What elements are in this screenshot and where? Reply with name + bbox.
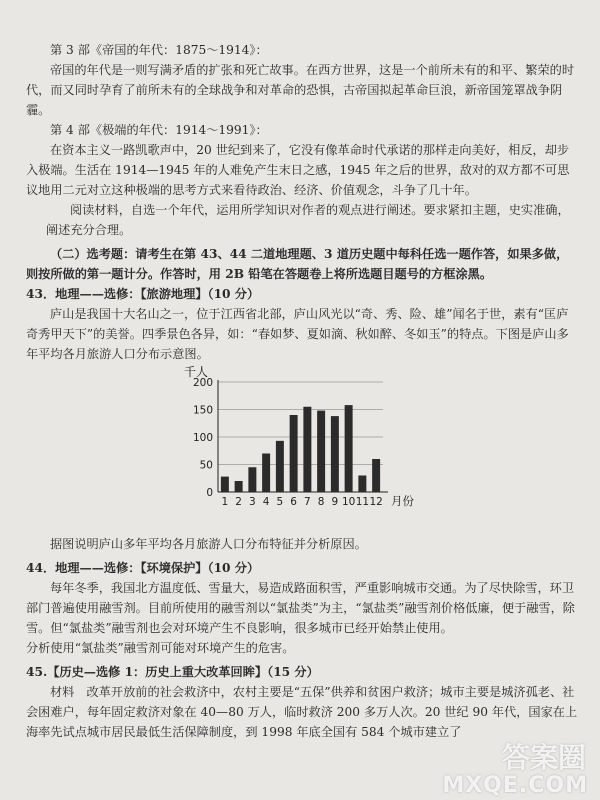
x-tick-label: 5 [276, 496, 284, 508]
y-tick-label: 50 [199, 459, 213, 472]
x-tick-label: 11 [355, 496, 370, 508]
watermark-logo-text: 答案圈 [501, 741, 586, 774]
part4-heading: 第 4 部《极端的年代：1914～1991》： [50, 123, 268, 137]
bar-month-9 [331, 416, 339, 492]
x-tick-label: 10 [341, 496, 356, 508]
y-tick-label: 150 [192, 404, 213, 417]
task-instruction: 阅读材料，自选一个年代，运用所学知识对作者的观点进行阐述。要求紧扣主题，史实准确，阐述充分合理。 [46, 203, 570, 237]
q44-heading: 44．地理——选修：【环境保护】（10 分） [26, 561, 260, 575]
elective-section-title: （二）选考题：请考生在第 43、44 二道地理题、3 道历史题中每科任选一题作答，如果多做，则按所做的第一题计分。作答时，用 2B 铅笔在答题卷上将所选题目题号的方框涂黑。 [26, 247, 569, 281]
part3-body: 帝国的年代是一则写满矛盾的扩张和死亡故事。在西方世界，这是一个前所未有的和平、繁荣的时代，而又同时孕育了前所未有的全球战争和对革命的恐惧，古帝国拟起革命巨浪，新帝国笼罩战争阴霾。 [26, 63, 575, 117]
bar-month-6 [290, 415, 298, 492]
y-tick-label: 100 [192, 432, 213, 444]
q43-body: 庐山是我国十大名山之一，位于江西省北部，庐山风光以“奇、秀、险、雄”闻名于世，素有“匡庐奇秀甲天下”的美誉。四季景色各异，如：“春如梦、夏如滴、秋如醉、冬如玉”的特点。下图是庐山多年平均各月旅游人口分布示意图。 [26, 307, 569, 361]
bar-month-4 [262, 454, 270, 493]
q43-question: 据图说明庐山多年平均各月旅游人口分布特征并分析原因。 [50, 537, 367, 551]
q43-heading: 43．地理——选修：【旅游地理】（10 分） [26, 287, 260, 301]
y-axis-label: 千人 [183, 365, 208, 379]
tourism-chart-svg [0, 364, 600, 534]
x-tick-label: 12 [369, 496, 383, 508]
bar-month-11 [358, 476, 366, 493]
x-tick-label: 3 [249, 496, 256, 508]
watermark-url: MXQE.COM [442, 773, 588, 798]
x-tick-label: 9 [331, 496, 339, 508]
part3-heading: 第 3 部《帝国的年代：1875～1914》： [50, 43, 268, 57]
q44-body: 每年冬季，我国北方温度低、雪量大，易造成路面积雪，严重影响城市交通。为了尽快除雪，环卫部门普遍使用融雪剂。目前所使用的融雪剂以“氯盐类”为主，“氯盐类”融雪剂价格低廉，便于融雪，除雪。但“氯盐类”融雪剂也会对环境产生不良影响，很多城市已经开始禁止使用。 [26, 581, 575, 635]
bar-month-1 [221, 477, 229, 492]
part4-body: 在资本主义一路凯歌声中，20 世纪到来了，它没有像革命时代承诺的那样走向美好，相反，却步入极端。生活在 1914—1945 年的人难免产生末日之感，1945 年之后的世界，敌对的双方都不可思议地用二元对立这种极端的思考方式来看待政治、经济、价值观念，斗争了几十年。 [26, 143, 570, 197]
tourism-chart [0, 364, 600, 534]
q45-body: 材料 改革开放前的社会救济中，农村主要是“五保”供养和贫困户救济；城市主要是城济孤老、社会困难户，每年固定救济对象在 40—80 万人，临时救济 200 多万人次。20 世纪 90 年代，国家在上海率先试点城市居民最低生活保障制度，到 1998 年底全国有 584 个城市建立了 [26, 685, 578, 739]
x-tick-label: 7 [304, 496, 311, 508]
y-tick-label: 200 [192, 377, 213, 389]
x-tick-label: 2 [235, 496, 242, 508]
bar-month-12 [372, 459, 380, 492]
x-tick-label: 6 [290, 496, 297, 508]
bar-month-7 [303, 407, 311, 492]
x-axis-label: 月份 [391, 494, 414, 508]
bar-month-5 [276, 441, 284, 492]
bar-month-3 [248, 467, 256, 492]
y-tick-label: 0 [206, 487, 213, 499]
x-tick-label: 1 [221, 496, 229, 508]
bar-month-10 [345, 405, 353, 492]
q45-heading: 45.【历史—选修 1：历史上重大改革回眸】（15 分） [26, 665, 319, 679]
q44-question: 分析使用“氯盐类”融雪剂可能对环境产生的危害。 [26, 641, 295, 655]
bar-month-2 [235, 481, 243, 492]
x-tick-label: 4 [262, 496, 270, 508]
x-tick-label: 8 [317, 496, 325, 508]
bar-month-8 [317, 411, 325, 492]
